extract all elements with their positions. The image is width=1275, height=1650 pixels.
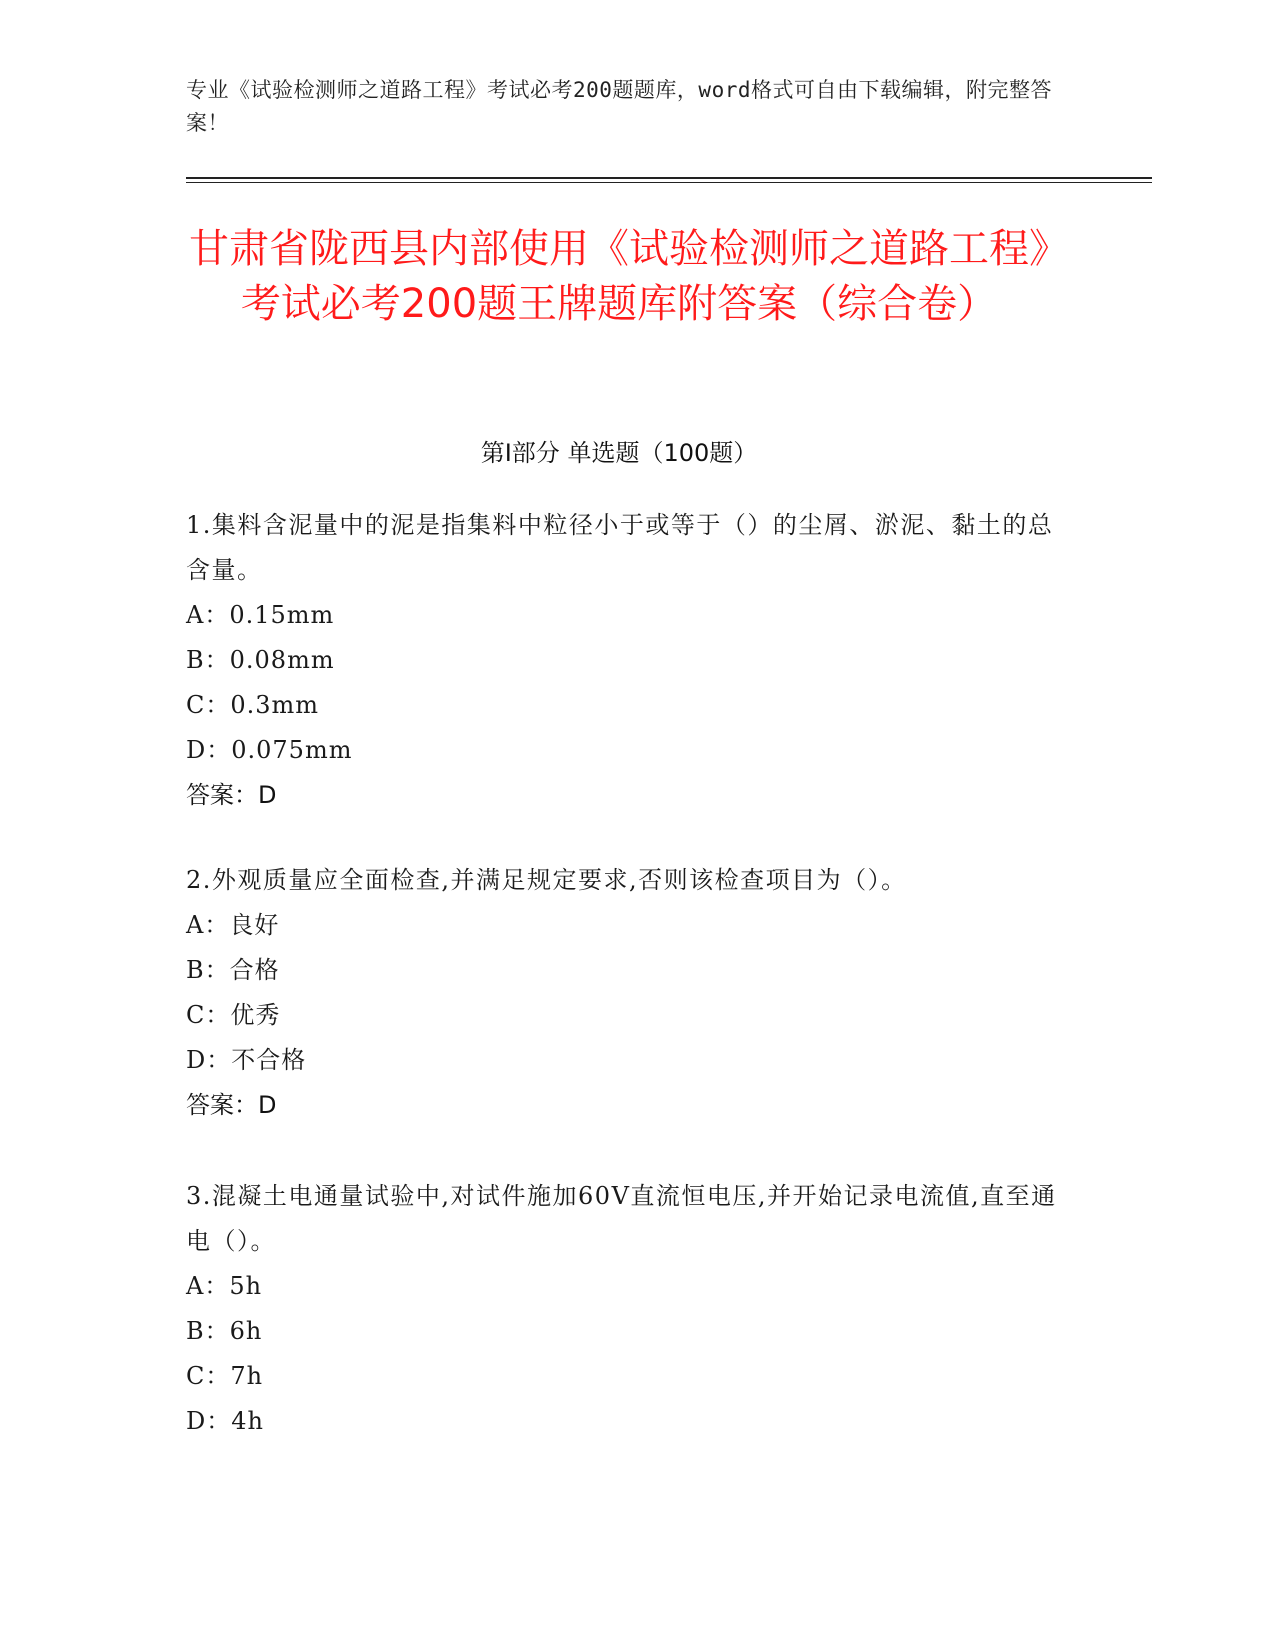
- document-title: 甘肃省陇西县内部使用《试验检测师之道路工程》考试必考200题王牌题库附答案（综合卷）: [189, 226, 1049, 327]
- header-note: 专业《试验检测师之道路工程》考试必考200题题库，word格式可自由下载编辑，附完整答案！: [186, 78, 1052, 135]
- option-d: D：0.075mm: [186, 736, 353, 764]
- header-divider-thin: [186, 182, 1152, 183]
- question-stem: 1.集料含泥量中的泥是指集料中粒径小于或等于（）的尘屑、淤泥、黏土的总含量。: [186, 511, 1054, 584]
- option-a: A：5h: [186, 1272, 263, 1300]
- option-a: A：0.15mm: [186, 601, 335, 629]
- option-d: D：4h: [186, 1407, 264, 1435]
- option-b: B：0.08mm: [186, 646, 335, 674]
- question-1: [186, 503, 1066, 818]
- option-c: C：7h: [186, 1362, 264, 1390]
- option-a: A：良好: [186, 911, 280, 939]
- option-c: C：0.3mm: [186, 691, 320, 719]
- question-stem: 3.混凝土电通量试验中,对试件施加60V直流恒电压,并开始记录电流值,直至通电（）。: [186, 1182, 1057, 1255]
- answer: 答案：D: [186, 1091, 277, 1119]
- question-stem: 2.外观质量应全面检查,并满足规定要求,否则该检查项目为（）。: [186, 866, 907, 894]
- option-c: C：优秀: [186, 1001, 281, 1029]
- header-divider-thick: [186, 177, 1152, 179]
- answer: 答案：D: [186, 781, 277, 809]
- option-d: D：不合格: [186, 1046, 307, 1074]
- option-b: B：合格: [186, 956, 280, 984]
- question-2: [186, 858, 1066, 1128]
- section-title: 第Ⅰ部分 单选题（100题）: [480, 439, 758, 467]
- question-3: [186, 1174, 1066, 1444]
- option-b: B：6h: [186, 1317, 263, 1345]
